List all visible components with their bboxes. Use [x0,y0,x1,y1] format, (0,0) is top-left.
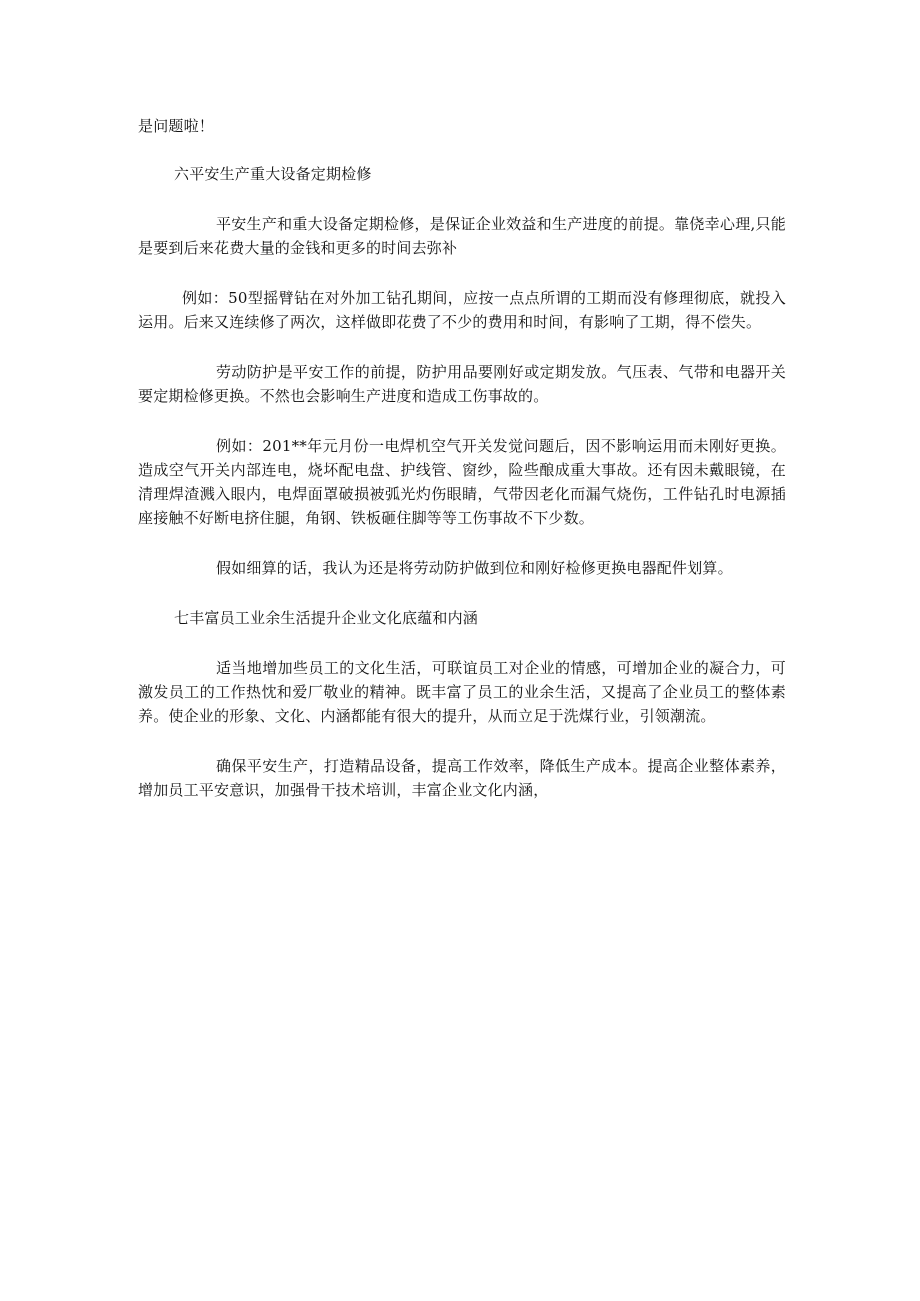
section-heading-7: 七丰富员工业余生活提升企业文化底蕴和内涵 [174,609,479,627]
paragraph-labor-protection: 劳动防护是平安工作的前提，防护用品要刚好或定期发放。气压表、气带和电器开关要定期检修更换。不然也会影响生产进度和造成工伤事故的。 [138,363,786,405]
paragraph-summary: 确保平安生产，打造精品设备，提高工作效率，降低生产成本。提高企业整体素养，增加员工平安意识，加强骨干技术培训，丰富企业文化内涵， [138,757,786,799]
document-body [138,114,786,802]
paragraph-conclusion: 假如细算的话，我认为还是将劳动防护做到位和刚好检修更换电器配件划算。 [216,559,733,577]
paragraph-example-drill: 例如：50型摇臂钻在对外加工钻孔期间，应按一点点所谓的工期而没有修理彻底，就投入运用。后来又连续修了两次，这样做即花费了不少的费用和时间，有影响了工期，得不偿失。 [138,289,786,331]
paragraph-example-welder: 例如：201**年元月份一电焊机空气开关发觉问题后，因不影响运用而未刚好更换。造成空气开关内部连电，烧坏配电盘、护线管、窗纱，险些酿成重大事故。还有因未戴眼镜，在清理焊渣溅入眼内，电焊面罩破损被弧光灼伤眼睛，气带因老化而漏气烧伤，工件钻孔时电源插座接触不好断电挤住腿，角钢、铁板砸住脚等等工伤事故不下少数。 [138,437,786,527]
section-heading-6: 六平安生产重大设备定期检修 [174,165,372,183]
paragraph-continuation: 是问题啦！ [138,117,215,135]
paragraph-culture: 适当地增加些员工的文化生活，可联谊员工对企业的情感，可增加企业的凝合力，可激发员工的工作热忱和爱厂敬业的精神。既丰富了员工的业余生活，又提高了企业员工的整体素养。使企业的形象、文化、内涵都能有很大的提升，从而立足于洗煤行业，引领潮流。 [138,659,786,725]
paragraph-equipment-maintenance: 平安生产和重大设备定期检修，是保证企业效益和生产进度的前提。靠侥幸心理,只能是要到后来花费大量的金钱和更多的时间去弥补 [138,215,786,257]
